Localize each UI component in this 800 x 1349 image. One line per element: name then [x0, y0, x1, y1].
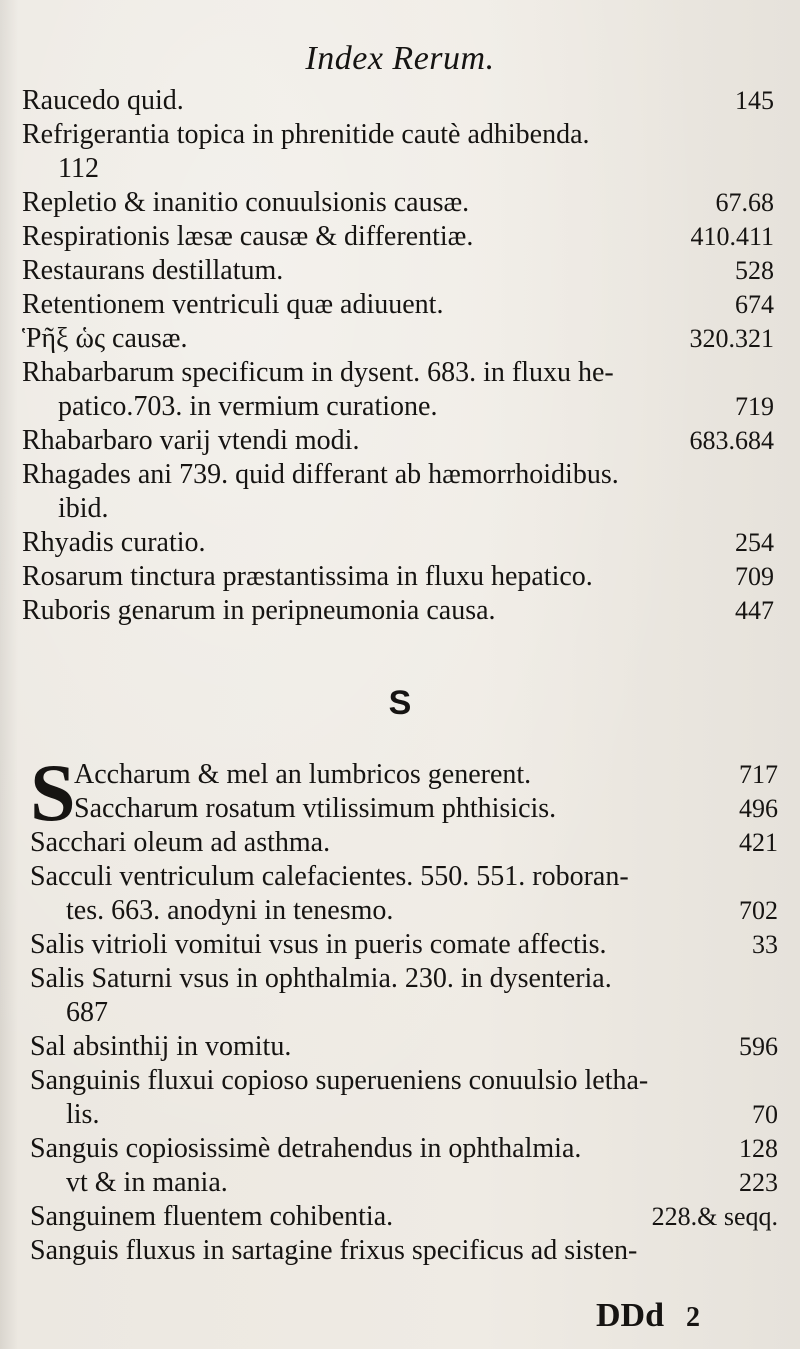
entry-pages: 447	[735, 596, 774, 625]
entry-continuation	[22, 152, 774, 186]
continuation-text: 112	[58, 153, 99, 184]
entry-pages: 596	[739, 1032, 778, 1061]
index-entry	[30, 860, 778, 928]
entry-text: Retentionem ventriculi quæ adiuuent.	[22, 289, 444, 320]
index-entry	[30, 1234, 778, 1268]
continuation-text: patico.703. in vermium curatione.	[58, 391, 438, 422]
continuation-text: vt & in mania.	[66, 1167, 228, 1198]
entry-text: Sacculi ventriculum calefacientes. 550. 551. roboran-	[30, 861, 629, 892]
index-entry	[30, 758, 778, 792]
index-entry	[22, 594, 774, 628]
entry-pages: 674	[735, 290, 774, 319]
entry-pages: 528	[735, 256, 774, 285]
continuation-text: lis.	[66, 1099, 100, 1130]
entry-pages: 33	[752, 930, 778, 959]
entry-text: Sanguis copiosissimè detrahendus in ophthalmia.	[30, 1133, 582, 1164]
index-entry	[22, 254, 774, 288]
entry-text: Salis vitrioli vomitui vsus in pueris comate affectis.	[30, 929, 607, 960]
signature-letters: DDd	[595, 1297, 664, 1334]
entry-pages: 421	[739, 828, 778, 857]
index-entry	[22, 356, 774, 424]
entry-text: Ῥῆξ ὡς causæ.	[22, 323, 188, 354]
continuation-pages: 702	[739, 896, 778, 925]
entry-text: Sanguis fluxus in sartagine frixus specificus ad sisten-	[30, 1235, 638, 1266]
entry-continuation	[30, 1166, 778, 1200]
entry-text: Saccharum rosatum vtilissimum phthisicis.	[74, 793, 557, 824]
index-entry	[22, 186, 774, 220]
continuation-text: 687	[66, 997, 108, 1028]
entry-text: Sanguinem fluentem cohibentia.	[30, 1201, 394, 1232]
index-entry	[30, 1030, 778, 1064]
index-entry	[30, 826, 778, 860]
entry-text: Restaurans destillatum.	[22, 255, 284, 286]
continuation-pages: 223	[739, 1168, 778, 1197]
entry-text: Rhyadis curatio.	[22, 527, 206, 558]
index-entry	[30, 962, 778, 1030]
index-section-s	[30, 747, 778, 1268]
entry-text: Rhagades ani 739. quid differant ab hæmorrhoidibus.	[22, 459, 619, 490]
entry-continuation	[30, 894, 778, 928]
signature-mark	[596, 1297, 700, 1335]
index-entry	[22, 458, 774, 526]
entry-pages: 320.321	[689, 324, 774, 353]
index-entry	[30, 1132, 778, 1200]
entry-continuation	[30, 1098, 778, 1132]
entry-text: Rosarum tinctura præstantissima in fluxu hepatico.	[22, 561, 593, 592]
index-entry	[22, 424, 774, 458]
index-entry	[30, 1200, 778, 1234]
index-entry	[30, 792, 778, 826]
entry-continuation	[22, 492, 774, 526]
signature-number: 2	[686, 1302, 700, 1333]
entry-pages: 496	[739, 794, 778, 823]
entry-continuation	[30, 996, 778, 1030]
entry-text: Ruboris genarum in peripneumonia causa.	[22, 595, 496, 626]
index-entry	[30, 1064, 778, 1132]
continuation-text: ibid.	[58, 493, 109, 524]
running-head: Index Rerum.	[305, 40, 495, 77]
entry-pages: 228.& seqq.	[651, 1202, 778, 1231]
entry-text: Sacchari oleum ad asthma.	[30, 827, 331, 858]
entry-text: Rhabarbaro varij vtendi modi.	[22, 425, 360, 456]
index-entry	[22, 118, 774, 186]
entry-pages: 145	[735, 86, 774, 115]
continuation-pages: 70	[752, 1100, 778, 1129]
index-section-r	[22, 84, 774, 628]
entry-continuation	[22, 390, 774, 424]
entry-text: Sanguinis fluxui copioso superueniens conuulsio letha-	[30, 1065, 649, 1096]
entry-text: Accharum & mel an lumbricos generent.	[74, 759, 532, 790]
index-entry	[22, 560, 774, 594]
entry-pages: 410.411	[690, 222, 774, 251]
section-letter: S	[388, 684, 412, 722]
entry-text: Respirationis læsæ causæ & differentiæ.	[22, 221, 474, 252]
index-entry	[22, 322, 774, 356]
entry-text: Rhabarbarum specificum in dysent. 683. in fluxu he-	[22, 357, 614, 388]
entry-text: Salis Saturni vsus in ophthalmia. 230. in dysenteria.	[30, 963, 612, 994]
entry-text: Refrigerantia topica in phrenitide cautè adhibenda.	[22, 119, 590, 150]
entry-pages: 717	[739, 760, 778, 789]
index-entry	[22, 84, 774, 118]
index-entry	[22, 220, 774, 254]
index-entry	[30, 928, 778, 962]
continuation-text: tes. 663. anodyni in tenesmo.	[66, 895, 394, 926]
index-entry	[22, 288, 774, 322]
entry-text: Repletio & inanitio conuulsionis causæ.	[22, 187, 470, 218]
entry-pages: 128	[739, 1134, 778, 1163]
drop-cap: S	[30, 747, 76, 838]
entry-pages: 683.684	[689, 426, 774, 455]
index-entry	[22, 526, 774, 560]
entry-pages: 254	[735, 528, 774, 557]
entry-text: Sal absinthij in vomitu.	[30, 1031, 292, 1062]
continuation-pages: 719	[735, 392, 774, 421]
entry-pages: 709	[735, 562, 774, 591]
entry-pages: 67.68	[715, 188, 774, 217]
entry-text: Raucedo quid.	[22, 85, 184, 116]
